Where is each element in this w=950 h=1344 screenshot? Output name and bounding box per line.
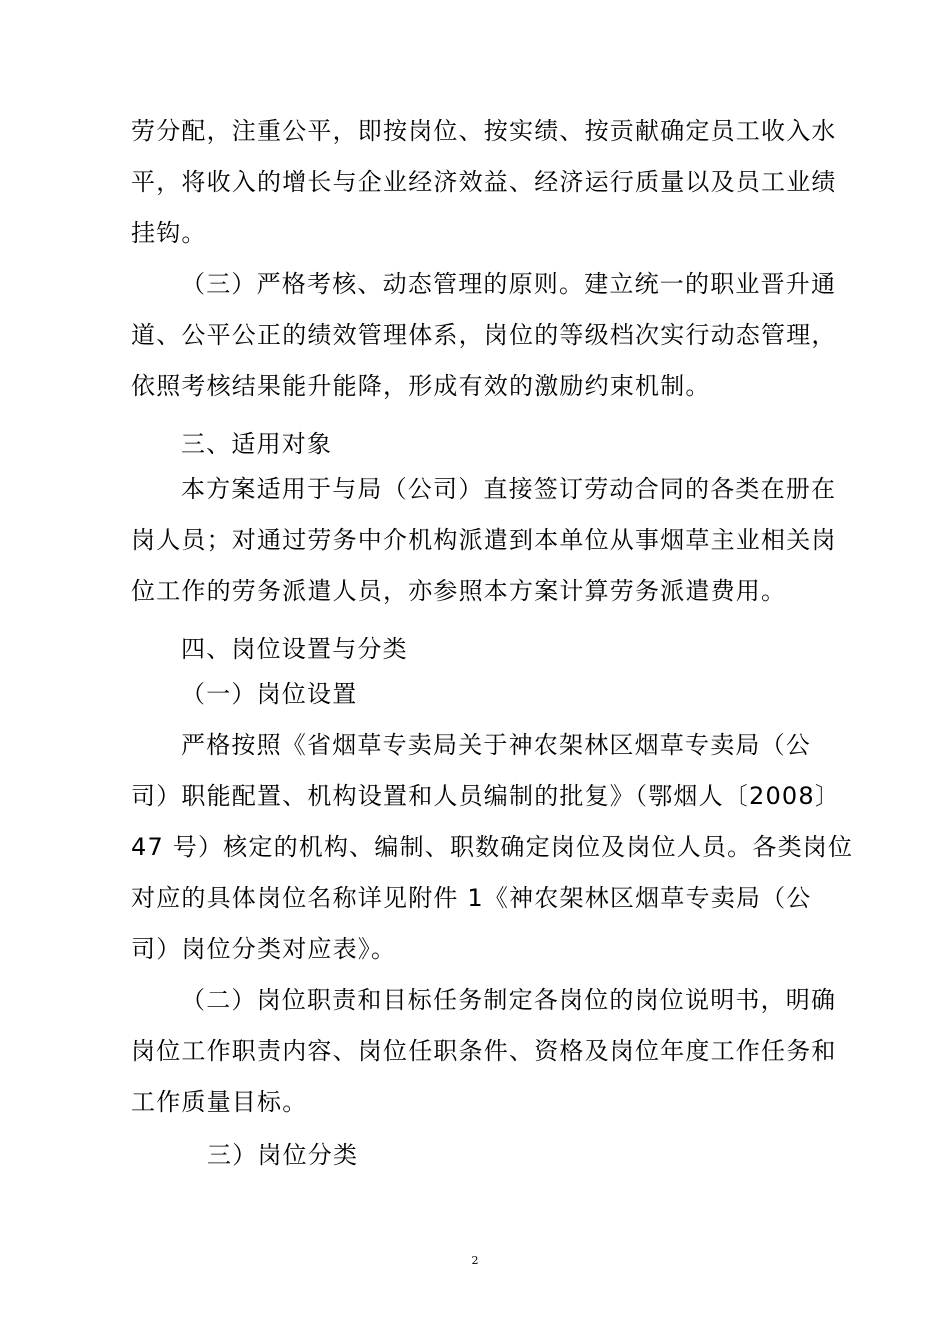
subsection-heading: 三）岗位分类 <box>207 1141 359 1169</box>
subsection-heading: （一）岗位设置 <box>181 680 358 708</box>
paragraph-line: 严格按照《省烟草专卖局关于神农架林区烟草专卖局（公 <box>181 731 811 759</box>
paragraph-line: 岗人员；对通过劳务中介机构派遣到本单位从事烟草主业相关岗 <box>131 526 837 554</box>
paragraph-line: 司）岗位分类对应表》。 <box>131 935 397 963</box>
paragraph-line: 位工作的劳务派遣人员，亦参照本方案计算劳务派遣费用。 <box>131 577 787 605</box>
paragraph-line: 依照考核结果能升能降，形成有效的激励约束机制。 <box>131 372 711 400</box>
paragraph-line: 工作质量目标。 <box>131 1088 308 1116</box>
section-heading: 四、岗位设置与分类 <box>181 635 408 663</box>
paragraph-line: 47 号）核定的机构、编制、职数确定岗位及岗位人员。各类岗位 <box>131 833 854 861</box>
paragraph-line: 劳分配，注重公平，即按岗位、按实绩、按贡献确定员工收入水 <box>131 117 837 145</box>
paragraph-line: （三）严格考核、动态管理的原则。建立统一的职业晋升通 <box>181 270 837 298</box>
paragraph-line: 道、公平公正的绩效管理体系，岗位的等级档次实行动态管理， <box>131 321 837 349</box>
paragraph-line: 对应的具体岗位名称详见附件 1《神农架林区烟草专卖局（公 <box>131 884 812 912</box>
page-number: 2 <box>471 1254 479 1267</box>
paragraph-line: 司）职能配置、机构设置和人员编制的批复》（鄂烟人〔2008〕 <box>131 782 841 810</box>
paragraph-line: 岗位工作职责内容、岗位任职条件、资格及岗位年度工作任务和 <box>131 1037 837 1065</box>
section-heading: 三、适用对象 <box>181 430 333 458</box>
paragraph-line: 平，将收入的增长与企业经济效益、经济运行质量以及员工业绩 <box>131 168 837 196</box>
paragraph-line: （二）岗位职责和目标任务制定各岗位的岗位说明书，明确 <box>181 986 837 1014</box>
paragraph-line: 本方案适用于与局（公司）直接签订劳动合同的各类在册在 <box>181 475 837 503</box>
paragraph-line: 挂钩。 <box>131 219 207 247</box>
